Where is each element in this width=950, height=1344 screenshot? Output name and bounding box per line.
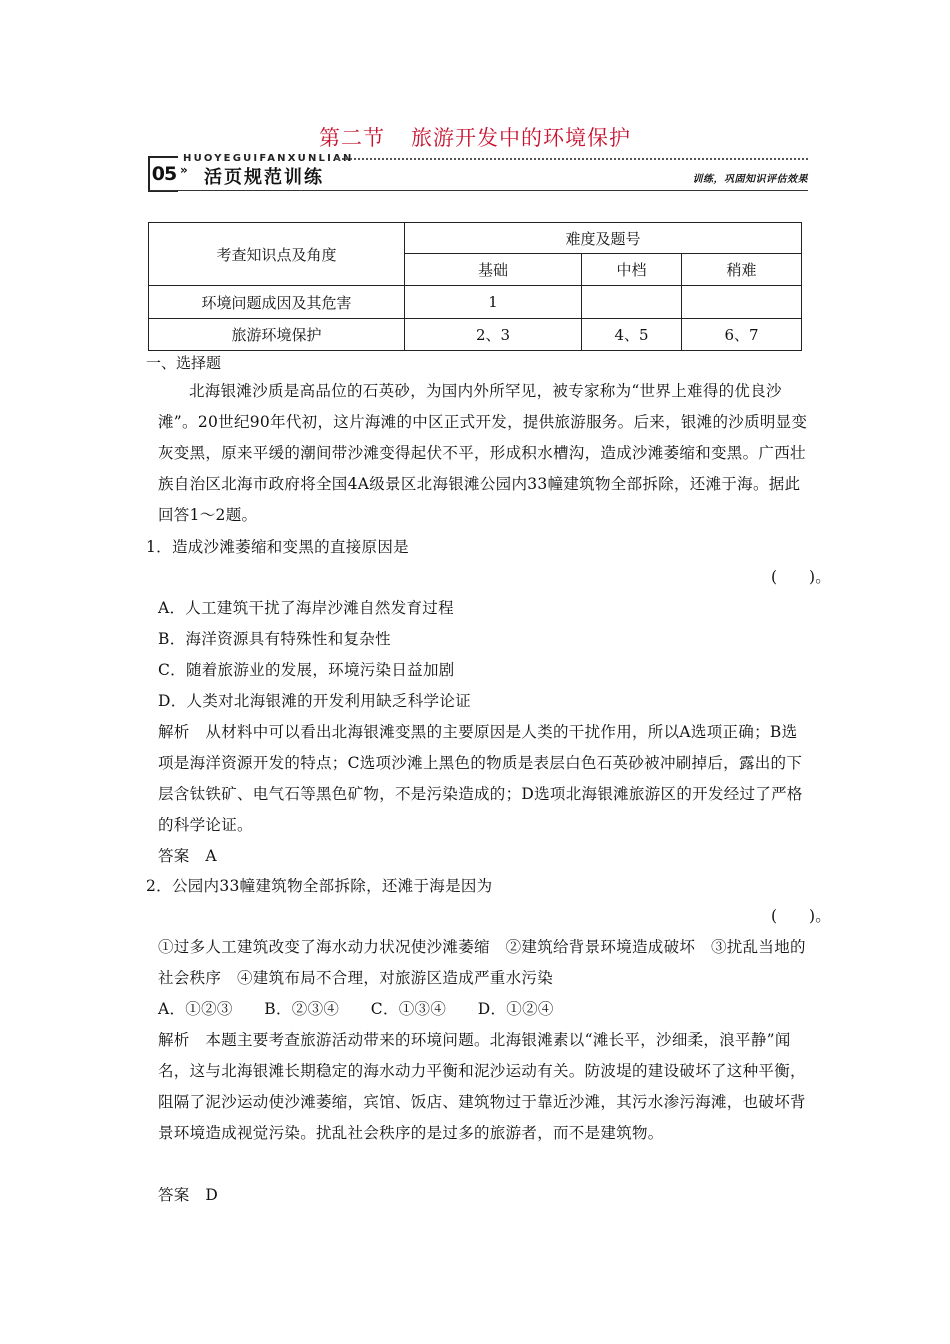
question-2-analysis: 解析 本题主要考查旅游活动带来的环境问题。北海银滩素以“滩长平，沙细柔，浪平静”闻名，这与北海银滩长期稳定的海水动力平衡和泥沙运动有关。防波堤的建设破坏了这种平衡，阻隔了泥沙运动使沙滩萎缩，宾馆、饭店、建筑物过于靠近沙滩，其污水渗污海滩，也破坏背景环境造成视觉污染。扰乱社会秩序的是过多的旅游者，而不是建筑物。 [158,1031,806,1142]
table-header-difficulty: 难度及题号 [405,223,802,254]
section-heading: 一、选择题 [146,354,222,372]
question-1-option-a: A．人工建筑干扰了海岸沙滩自然发育过程 [158,599,454,617]
table-header-level: 基础 [405,254,582,286]
reading-passage: 北海银滩沙质是高品位的石英砂，为国内外所罕见，被专家称为“世界上难得的优良沙滩”。20世纪90年代初，这片海滩的中区正式开发，提供旅游服务。后来，银滩的沙质明显变灰变黑，原来平缓的潮间带沙滩变得起伏不平，形成积水槽沟，造成沙滩萎缩和变黑。广西壮族自治区北海市政府将全国4A级景区北海银滩公园内33幢建筑物全部拆除，还滩于海。据此回答1～2题。 [158,382,808,524]
question-1-stem: 1．造成沙滩萎缩和变黑的直接原因是 [146,538,409,556]
table-cell-hard: 6、7 [682,319,802,351]
table-cell-hard [682,286,802,319]
banner-number: 05 [148,156,178,192]
table-header-level: 中档 [582,254,682,286]
question-1-option-c: C．随着旅游业的发展，环境污染日益加剧 [158,661,455,679]
banner-dotted-rule [335,158,808,160]
table-cell-basic: 1 [405,286,582,319]
question-1-option-b: B．海洋资源具有特殊性和复杂性 [158,630,391,648]
banner-tagline: 训练，巩固知识评估效果 [692,174,808,185]
question-2-statements: ①过多人工建筑改变了海水动力状况使沙滩萎缩 ②建筑给背景环境造成破坏 ③扰乱当地的社会秩序 ④建筑布局不合理，对旅游区造成严重水污染 [158,938,806,987]
table-cell-mid [582,286,682,319]
question-1-option-d: D．人类对北海银滩的开发利用缺乏科学论证 [158,692,471,710]
question-1-analysis: 解析 从材料中可以看出北海银滩变黑的主要原因是人类的干扰作用，所以A选项正确；B选项是海洋资源开发的特点；C选项沙滩上黑色的物质是表层白色石英砂被冲刷掉后，露出的下层含钛铁矿、电气石等黑色矿物，不是污染造成的；D选项北海银滩旅游区的开发经过了严格的科学论证。 [158,723,803,834]
table-row [149,319,802,351]
table-header-level: 稍难 [682,254,802,286]
question-2-stem: 2．公园内33幢建筑物全部拆除，还滩于海是因为 [146,877,493,895]
table-cell-topic: 环境问题成因及其危害 [149,286,405,319]
table-header-topic: 考查知识点及角度 [149,223,405,286]
title-section-name: 旅游开发中的环境保护 [411,126,631,150]
table-cell-mid: 4、5 [582,319,682,351]
double-chevron-icon: » [180,163,188,177]
question-1-answer: 答案 A [158,847,217,865]
question-2-options: A．①②③ B．②③④ C．①③④ D．①②④ [158,1000,554,1018]
table-cell-topic: 旅游环境保护 [149,319,405,351]
question-1-answer-bracket: ( )。 [771,568,832,586]
banner-section-name: 活页规范训练 [204,167,324,188]
banner-divider [148,190,808,191]
table-cell-basic: 2、3 [405,319,582,351]
banner-pinyin: HUOYEGUIFANXUNLIAN [183,153,354,164]
question-2-answer-bracket: ( )。 [771,907,832,925]
question-2-answer: 答案 D [158,1186,219,1204]
title-section-number: 第二节 [319,126,385,150]
page-title [0,122,950,152]
knowledge-table [148,222,802,351]
table-row [149,286,802,319]
